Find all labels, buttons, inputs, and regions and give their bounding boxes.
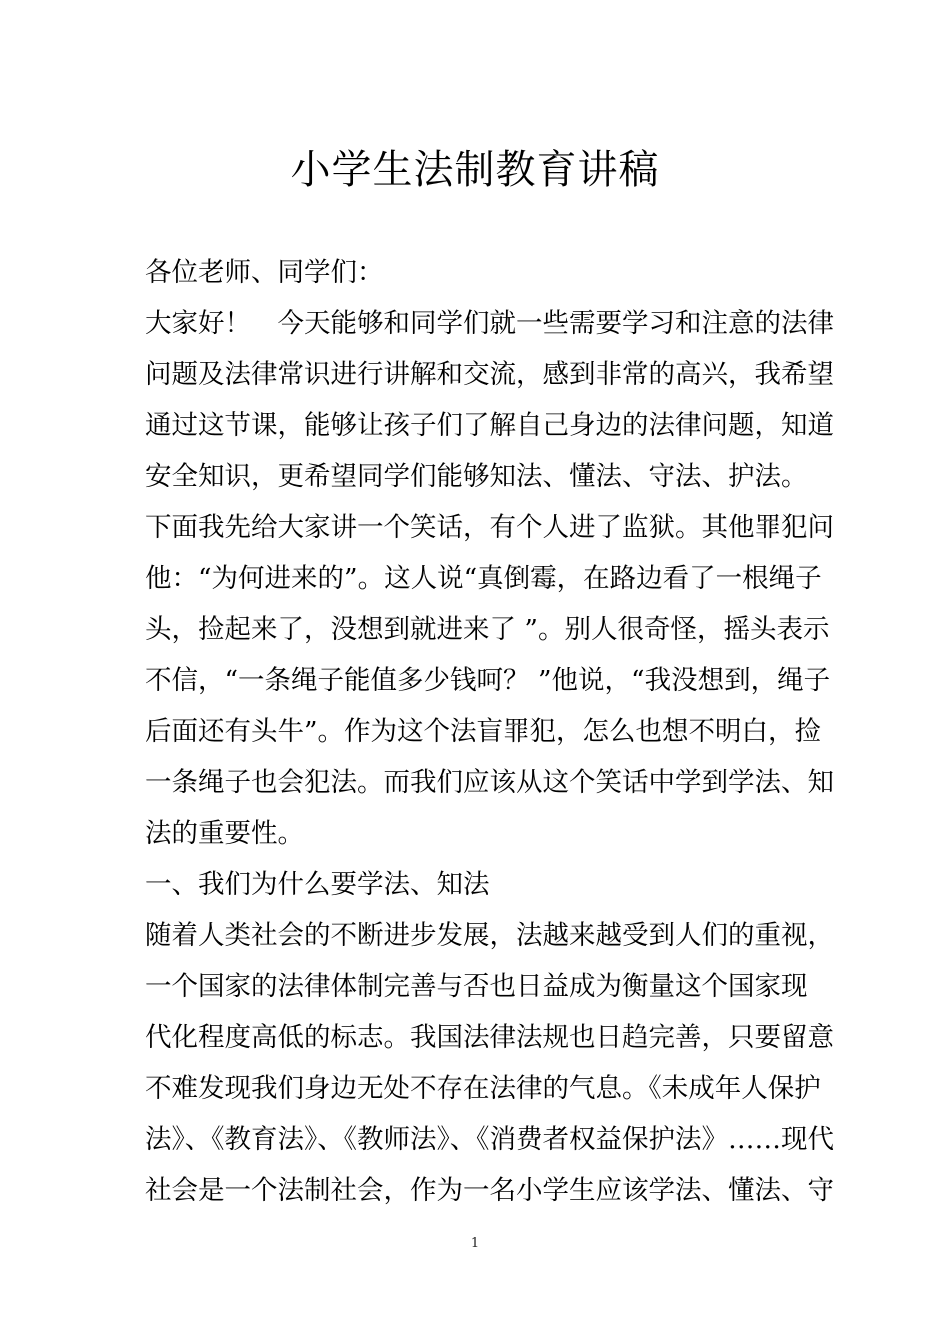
page-number: 1 xyxy=(470,1236,480,1251)
body-line: 下面我先给大家讲一个笑话，有个人进了监狱。其他罪犯问 xyxy=(145,512,834,543)
body-line: 他：“为何进来的”。这人说“真倒霉，在路边看了一根绳子 xyxy=(145,563,822,594)
body-line: 社会是一个法制社会，作为一名小学生应该学法、懂法、守 xyxy=(145,1175,834,1206)
body-line: 通过这节课，能够让孩子们了解自己身边的法律问题，知道 xyxy=(145,410,834,441)
body-line: 安全知识，更希望同学们能够知法、懂法、守法、护法。 xyxy=(145,461,808,492)
document-body xyxy=(145,247,834,1216)
body-line: 不信，“一条绳子能值多少钱呵？ ”他说，“我没想到，绳子 xyxy=(145,665,831,696)
body-line: 法的重要性。 xyxy=(145,818,304,849)
body-line: 各位老师、同学们： xyxy=(145,257,384,288)
body-line: 后面还有头牛”。作为这个法盲罪犯，怎么也想不明白，捡 xyxy=(145,716,822,747)
body-line: 法》、《教育法》、《教师法》、《消费者权益保护法》……现代 xyxy=(145,1124,834,1155)
body-line: 不难发现我们身边无处不存在法律的气息。《未成年人保护 xyxy=(145,1073,821,1104)
body-line: 一个国家的法律体制完善与否也日益成为衡量这个国家现 xyxy=(145,971,808,1002)
body-line: 代化程度高低的标志。我国法律法规也日趋完善，只要留意 xyxy=(145,1022,834,1053)
section-heading: 一、我们为什么要学法、知法 xyxy=(145,869,490,900)
body-line: 随着人类社会的不断进步发展，法越来越受到人们的重视， xyxy=(145,920,834,951)
body-line: 头，捡起来了，没想到就进来了 ”。别人很奇怪，摇头表示 xyxy=(145,614,830,645)
body-line: 大家好！ 今天能够和同学们就一些需要学习和注意的法律 xyxy=(145,308,834,339)
body-line: 问题及法律常识进行讲解和交流，感到非常的高兴，我希望 xyxy=(145,359,834,390)
body-line: 一条绳子也会犯法。而我们应该从这个笑话中学到学法、知 xyxy=(145,767,834,798)
document-title: 小学生法制教育讲稿 xyxy=(290,147,660,193)
